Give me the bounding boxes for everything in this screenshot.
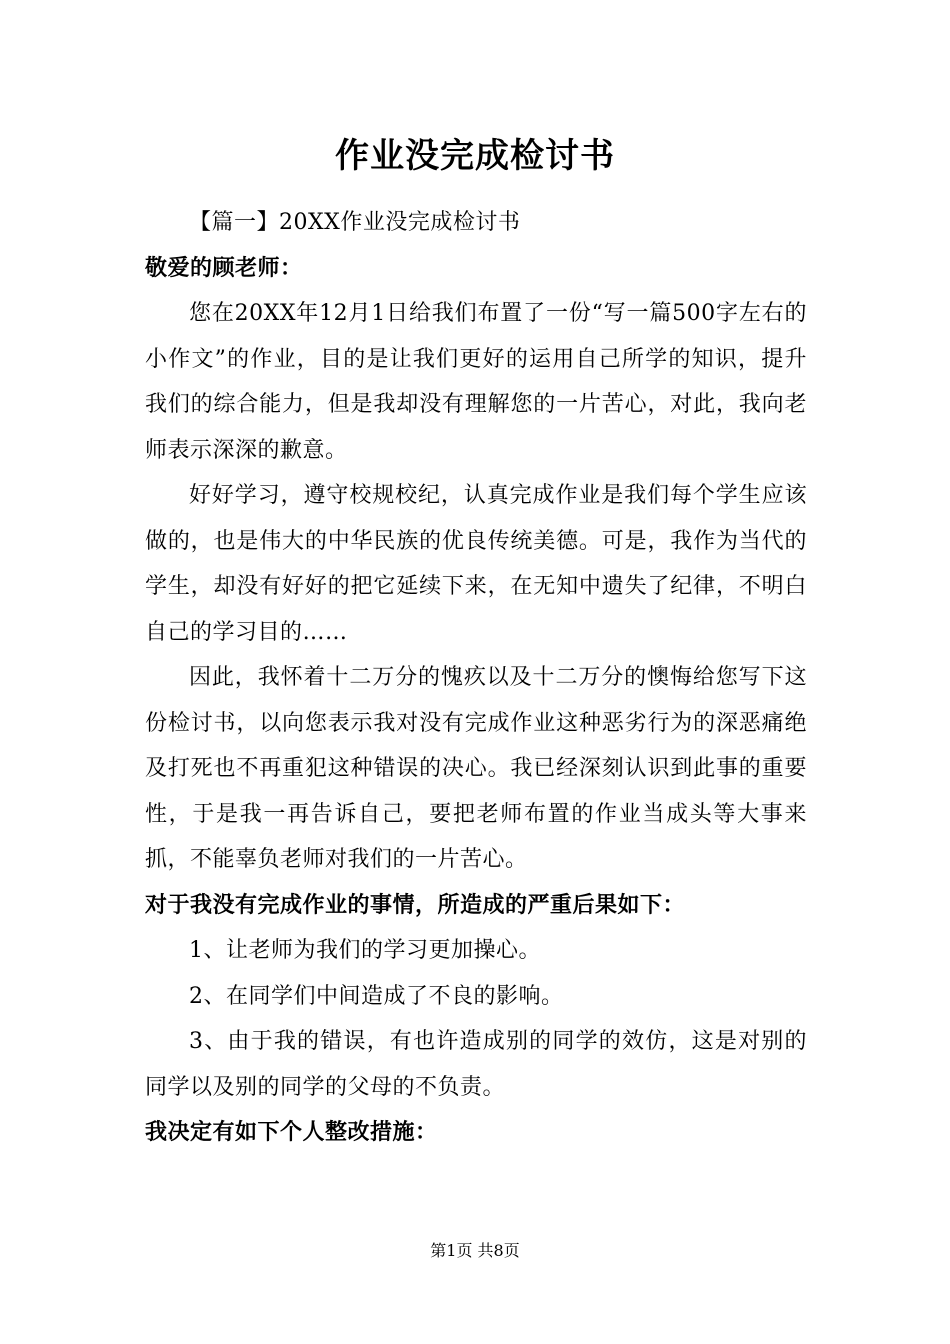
salutation: 敬爱的顾老师： <box>145 254 303 281</box>
document-body <box>145 200 807 1156</box>
body-paragraph: 好好学习，遵守校规校纪，认真完成作业是我们每个学生应该做的，也是伟大的中华民族的优良传统美德。可是，我作为当代的学生，却没有好好的把它延续下来，在无知中遗失了纪律，不明白自己的学习目的…… <box>145 483 807 645</box>
consequences-heading: 对于我没有完成作业的事情，所造成的严重后果如下： <box>145 891 686 918</box>
body-paragraph: 您在20XX年12月1日给我们布置了一份“写一篇500字左右的小作文”的作业，目的是让我们更好的运用自己所学的知识，提升我们的综合能力，但是我却没有理解您的一片苦心，对此，我向老师表示深深的歉意。 <box>145 301 807 463</box>
body-paragraph: 因此，我怀着十二万分的愧疚以及十二万分的懊悔给您写下这份检讨书，以向您表示我对没有完成作业这种恶劣行为的深恶痛绝及打死也不再重犯这种错误的决心。我已经深刻认识到此事的重要性，于是我一再告诉自己，要把老师布置的作业当成头等大事来抓，不能辜负老师对我们的一片苦心。 <box>145 665 807 872</box>
list-item: 1、让老师为我们的学习更加操心。 <box>189 938 541 963</box>
page-footer: 第1页 共8页 <box>430 1241 520 1260</box>
list-item: 2、在同学们中间造成了不良的影响。 <box>189 983 564 1009</box>
document-title: 作业没完成检讨书 <box>335 136 615 176</box>
section-heading: 【篇一】20XX作业没完成检讨书 <box>189 210 521 235</box>
measures-heading: 我决定有如下个人整改措施： <box>145 1119 438 1145</box>
list-item: 3、由于我的错误，有也许造成别的同学的效仿，这是对别的同学以及别的同学的父母的不负责。 <box>145 1029 807 1100</box>
